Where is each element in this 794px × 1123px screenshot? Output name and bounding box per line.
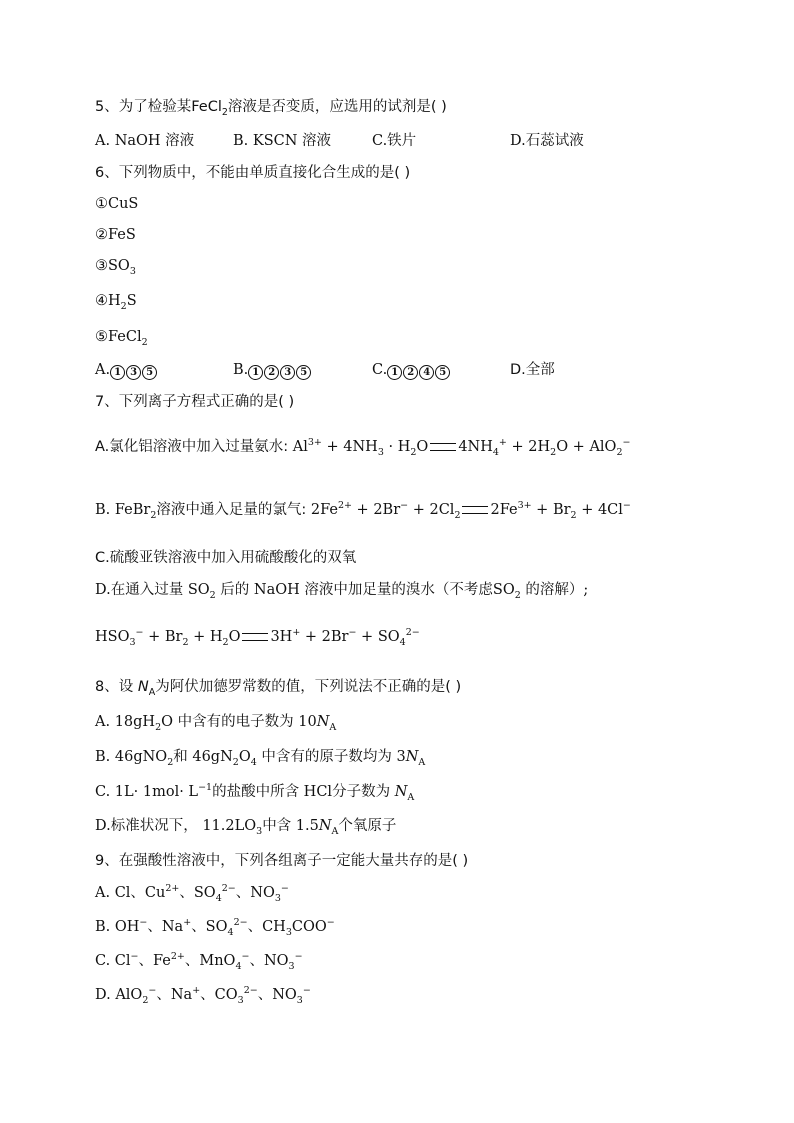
q9-option-b[interactable]: B. OH−、Na+、$SO_4^{2-}$、$CH_3COO^-$ <box>95 917 335 938</box>
q6-item-5: ⑤FeCl$_2$ <box>95 329 148 348</box>
q7-option-a[interactable]: A.氯化铝溶液中加入过量氨水: $Al^{3+} + 4NH_3 \cdot H_2O$ $4NH_4^+ + 2H_2O + AlO_2^-$ <box>95 437 631 458</box>
q6-option-d[interactable]: D.全部 <box>510 362 555 378</box>
q9-option-c[interactable]: C. Cl−、$Fe^{2+}$、MnO$_4$−、$NO_3^-$ <box>95 951 303 972</box>
q5-stem: 5、为了检验某FeCl$_2$溶液是否变质，应选用的试剂是( ) <box>95 99 447 118</box>
q6-item-1: ①CuS <box>95 196 139 212</box>
q6-stem: 6、下列物质中，不能由单质直接化合生成的是( ) <box>95 165 411 181</box>
q5-stem-b: 溶液是否变质，应选用的试剂是( ) <box>227 99 447 115</box>
q5-option-c[interactable]: C.铁片 <box>372 133 417 149</box>
q8-option-d[interactable]: D.标准状况下， $11.2LO_3$中含 $1.5N_A$个氧原子 <box>95 818 397 837</box>
q7-option-b[interactable]: B. FeBr$_2$溶液中通入足量的氯气: $2Fe^{2+} + 2Br^- + 2Cl_2$ $2Fe^{3+} + Br_2 + 4Cl^-$ <box>95 500 631 521</box>
q5-option-a[interactable]: A. NaOH 溶液 <box>95 133 195 149</box>
q6-option-a[interactable]: A. 1 3 5 <box>95 360 158 380</box>
q9-option-a[interactable]: A. Cl、$Cu^{2+}$、$SO_4^{2-}$、$NO_3^-$ <box>95 883 289 904</box>
q6-item-3: $③SO_3$ <box>95 258 136 277</box>
q5-option-b[interactable]: B. KSCN 溶液 <box>233 133 332 149</box>
q5-stem-a: 5、为了检验某FeCl <box>95 99 222 115</box>
q7-option-c[interactable]: C.硫酸亚铁溶液中加入用硫酸酸化的双氧 <box>95 550 357 566</box>
q9-option-d[interactable]: D. AlO$_2$−、Na+、$CO_3^{2-}$、$NO_3^-$ <box>95 985 311 1006</box>
q5-option-d[interactable]: D.石蕊试液 <box>510 133 584 149</box>
q6-item-2: ②FeS <box>95 227 136 243</box>
q8-option-c[interactable]: C. $1L\cdot 1mol\cdot L^{-1}$的盐酸中所含 HCl分子数为 $N_A$ <box>95 782 415 803</box>
q7-option-d[interactable]: D.在通入过量 $SO_2$ 后的 NaOH 溶液中加足量的溴水（不考虑$SO_2$ 的溶解）; <box>95 582 589 601</box>
q6-option-c[interactable]: C. 1 2 4 5 <box>372 360 451 380</box>
q8-stem: 8、设 $N_A$为阿伏加德罗常数的值，下列说法不正确的是( ) <box>95 679 462 698</box>
q7-stem: 7、下列离子方程式正确的是( ) <box>95 394 295 410</box>
q6-option-b[interactable]: B. 1 2 3 5 <box>233 360 312 380</box>
q8-option-a[interactable]: A. $18gH_2O$ 中含有的电子数为 $10N_A$ <box>95 714 337 733</box>
q8-option-b[interactable]: B. 46gNO$_2$和 $46gN_2O_4$ 中含有的原子数均为 $3N_A$ <box>95 749 426 768</box>
q6-item-4: $④H_2S$ <box>95 293 137 312</box>
q9-stem: 9、在强酸性溶液中，下列各组离子一定能大量共存的是( ) <box>95 853 469 869</box>
q7-option-d-equation: $HSO_3^- + Br_2 + H_2O$ $3H^+ + 2Br^- + SO_4^{2-}$ <box>95 627 420 648</box>
